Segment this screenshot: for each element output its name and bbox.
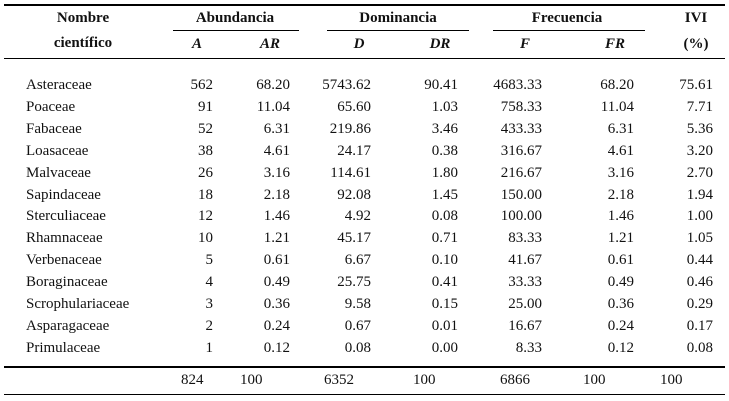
header-dominancia: Dominancia: [359, 10, 437, 26]
cell-f: 100.00: [500, 208, 542, 225]
cell-a: 26: [198, 164, 213, 181]
family-name: Scrophulariaceae: [26, 296, 130, 312]
cell-a: 2: [205, 317, 213, 334]
cell-a: 4: [205, 274, 213, 291]
family-name: Malvaceae: [26, 164, 91, 181]
cell-fr: 68.20: [600, 77, 634, 93]
cell-dr: 1.45: [431, 186, 458, 203]
cell-d: 92.08: [337, 186, 371, 203]
cell-f: 83.33: [508, 230, 542, 247]
cell-ivi: 0.08: [686, 339, 713, 356]
cell-a: 1: [205, 339, 213, 356]
cell-ar: 11.04: [256, 98, 290, 115]
total-ar: 100: [240, 372, 263, 388]
cell-d: 219.86: [329, 120, 371, 137]
family-name: Primulaceae: [26, 339, 101, 356]
total-a: 824: [181, 372, 204, 388]
cell-f: 216.67: [500, 164, 542, 181]
cell-a: 3: [205, 296, 213, 312]
cell-d: 65.60: [337, 98, 371, 115]
cell-fr: 3.16: [607, 164, 634, 181]
cell-ivi: 0.17: [686, 317, 713, 334]
cell-dr: 0.38: [431, 142, 458, 159]
total-ivi: 100: [660, 372, 683, 388]
cell-fr: 0.24: [607, 317, 634, 334]
cell-ar: 0.24: [263, 317, 290, 334]
family-name: Poaceae: [26, 98, 76, 115]
cell-dr: 3.46: [431, 120, 458, 137]
cell-d: 114.61: [330, 164, 371, 181]
cell-f: 16.67: [508, 317, 542, 334]
cell-dr: 0.08: [431, 208, 458, 225]
cell-fr: 11.04: [600, 98, 634, 115]
cell-f: 8.33: [515, 339, 542, 356]
family-name: Sterculiaceae: [26, 208, 106, 225]
cell-a: 18: [198, 186, 213, 203]
cell-ivi: 1.00: [686, 208, 713, 225]
cell-d: 24.17: [337, 142, 371, 159]
total-d: 6352: [324, 372, 354, 388]
cell-a: 52: [198, 120, 213, 137]
cell-ivi: 0.46: [686, 274, 713, 291]
cell-f: 758.33: [500, 98, 542, 115]
cell-fr: 0.12: [607, 339, 634, 356]
cell-f: 25.00: [508, 296, 542, 312]
cell-d: 6.67: [344, 252, 371, 269]
cell-d: 5743.62: [322, 77, 371, 93]
cell-f: 41.67: [508, 252, 542, 269]
cell-a: 38: [198, 142, 213, 159]
cell-ar: 0.36: [263, 296, 290, 312]
cell-d: 4.92: [344, 208, 371, 225]
cell-fr: 1.46: [607, 208, 634, 225]
cell-ar: 1.46: [263, 208, 290, 225]
subheader-ar: AR: [259, 36, 280, 52]
cell-dr: 0.15: [431, 296, 458, 312]
cell-ivi: 7.71: [686, 98, 713, 115]
cell-fr: 2.18: [607, 186, 634, 203]
cell-ar: 0.61: [263, 252, 290, 269]
cell-d: 0.67: [344, 317, 371, 334]
cell-a: 12: [198, 208, 213, 225]
cell-dr: 90.41: [424, 77, 458, 93]
cell-ivi: 0.29: [686, 296, 713, 312]
cell-a: 5: [205, 252, 213, 269]
total-f: 6866: [500, 372, 530, 388]
header-frecuencia: Frecuencia: [531, 10, 603, 26]
subheader-a: A: [191, 36, 202, 52]
cell-d: 9.58: [344, 296, 371, 312]
cell-d: 25.75: [337, 274, 371, 291]
cell-ivi: 1.05: [686, 230, 713, 247]
cell-dr: 0.10: [431, 252, 458, 269]
cell-f: 433.33: [500, 120, 542, 137]
header-ivi: IVI: [684, 10, 708, 26]
subheader-f: F: [519, 36, 530, 52]
family-name: Loasaceae: [26, 142, 89, 159]
header-ivi-unit: (%): [683, 36, 709, 52]
cell-ar: 3.16: [263, 164, 290, 181]
cell-dr: 0.01: [431, 317, 458, 334]
cell-fr: 0.61: [607, 252, 634, 269]
cell-d: 45.17: [337, 230, 371, 247]
cell-f: 33.33: [508, 274, 542, 291]
family-name: Asteraceae: [26, 77, 92, 93]
cell-dr: 1.03: [431, 98, 458, 115]
cell-ar: 4.61: [263, 142, 290, 159]
family-name: Rhamnaceae: [26, 230, 103, 247]
family-name: Fabaceae: [26, 120, 82, 137]
cell-dr: 0.00: [431, 339, 458, 356]
cell-ar: 0.49: [263, 274, 290, 291]
cell-ivi: 5.36: [686, 120, 713, 137]
family-name: Sapindaceae: [26, 186, 101, 203]
header-cientifico: científico: [53, 35, 113, 51]
cell-ivi: 2.70: [686, 164, 713, 181]
family-name: Asparagaceae: [26, 317, 110, 334]
cell-dr: 1.80: [431, 164, 458, 181]
cell-ivi: 1.94: [686, 186, 713, 203]
cell-f: 150.00: [500, 186, 542, 203]
cell-fr: 6.31: [607, 120, 634, 137]
cell-d: 0.08: [344, 339, 371, 356]
subheader-d: D: [353, 36, 365, 52]
cell-ivi: 3.20: [686, 142, 713, 159]
total-fr: 100: [583, 372, 606, 388]
family-name: Verbenaceae: [26, 252, 102, 269]
header-nombre: Nombre: [56, 10, 110, 26]
subheader-dr: DR: [429, 36, 451, 52]
cell-ar: 68.20: [256, 77, 290, 93]
cell-fr: 0.49: [607, 274, 634, 291]
cell-ar: 6.31: [263, 120, 290, 137]
cell-fr: 4.61: [607, 142, 634, 159]
cell-a: 562: [190, 77, 213, 93]
cell-ivi: 0.44: [686, 252, 713, 269]
header-abundancia: Abundancia: [195, 10, 275, 26]
cell-f: 316.67: [500, 142, 542, 159]
cell-ivi: 75.61: [679, 77, 713, 93]
cell-ar: 0.12: [263, 339, 290, 356]
family-name: Boraginaceae: [26, 274, 108, 291]
cell-dr: 0.41: [431, 274, 458, 291]
subheader-fr: FR: [604, 36, 625, 52]
cell-f: 4683.33: [493, 77, 542, 93]
cell-fr: 1.21: [607, 230, 634, 247]
cell-dr: 0.71: [431, 230, 458, 247]
cell-ar: 2.18: [263, 186, 290, 203]
cell-a: 91: [198, 98, 213, 115]
cell-a: 10: [198, 230, 213, 247]
total-dr: 100: [413, 372, 436, 388]
cell-fr: 0.36: [607, 296, 634, 312]
cell-ar: 1.21: [263, 230, 290, 247]
